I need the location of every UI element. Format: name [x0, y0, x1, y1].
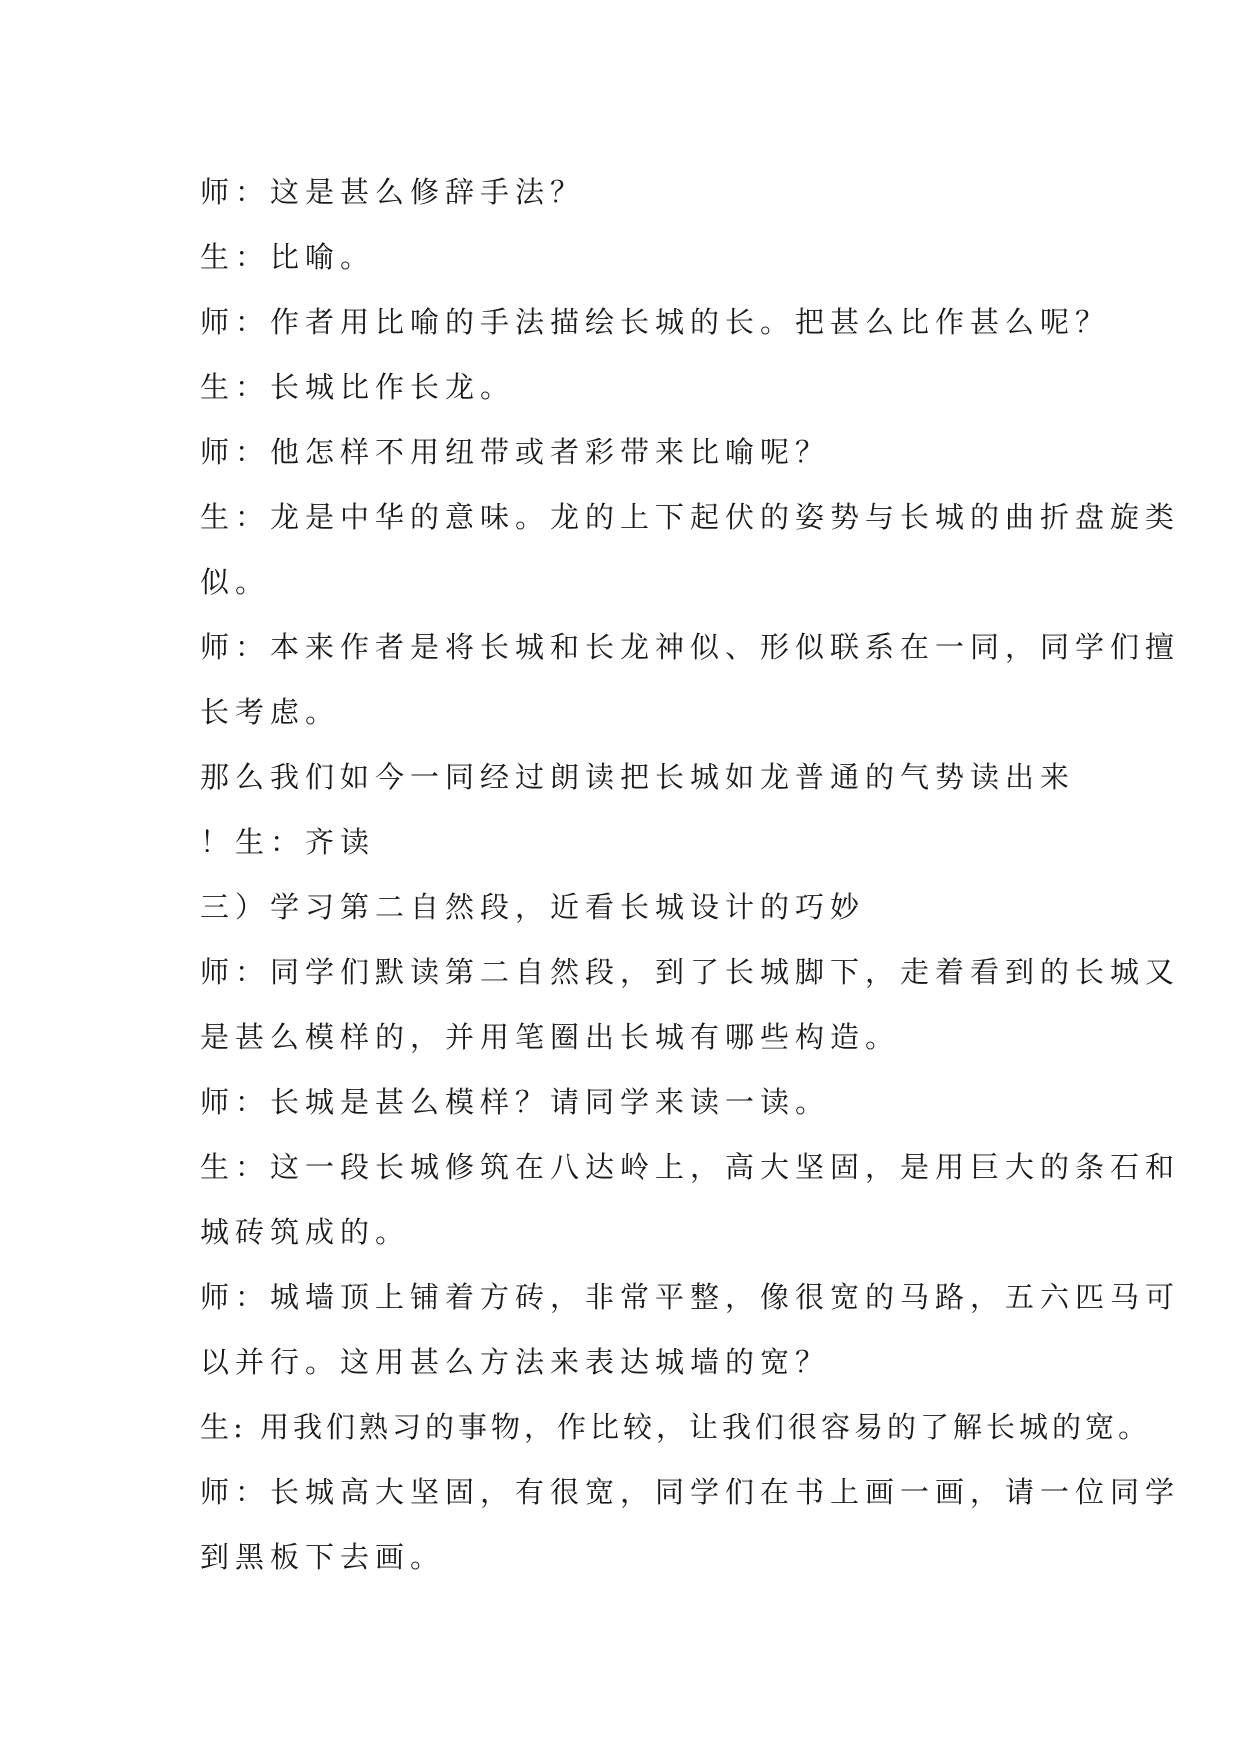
- text-line: 长考虑。: [200, 695, 341, 729]
- text-line: 师：长城高大坚固，有很宽，同学们在书上画一画，请一位同学: [200, 1475, 1181, 1509]
- text-line: 生: 用我们熟习的事物，作比较，让我们很容易的了解长城的宽。: [200, 1410, 1151, 1444]
- text-line: 到黑板下去画。: [200, 1540, 446, 1574]
- text-line: 师：他怎样不用纽带或者彩带来比喻呢？: [200, 435, 831, 469]
- text-line: 师：这是甚么修辞手法？: [200, 175, 586, 209]
- text-line: 生：这一段长城修筑在八达岭上，高大坚固，是用巨大的条石和: [200, 1150, 1181, 1184]
- text-line: 那么我们如今一同经过朗读把长城如龙普通的气势读出来: [200, 760, 1076, 794]
- text-line: ！生：齐读: [200, 825, 376, 859]
- text-line: 以并行。这用甚么方法来表达城墙的宽？: [200, 1345, 831, 1379]
- text-line: 是甚么模样的，并用笔圈出长城有哪些构造。: [200, 1020, 901, 1054]
- section-heading: 三）学习第二自然段，近看长城设计的巧妙: [200, 890, 866, 924]
- text-line: 城砖筑成的。: [200, 1215, 411, 1249]
- text-line: 师：同学们默读第二自然段，到了长城脚下，走着看到的长城又: [200, 955, 1181, 989]
- text-line: 生：长城比作长龙。: [200, 370, 516, 404]
- text-line: 生：比喻。: [200, 240, 376, 274]
- text-line: 似。: [200, 565, 271, 599]
- document-body: [200, 160, 1181, 1590]
- text-line: 师：城墙顶上铺着方砖，非常平整，像很宽的马路，五六匹马可: [200, 1280, 1181, 1314]
- text-line: 师：作者用比喻的手法描绘长城的长。把甚么比作甚么呢？: [200, 305, 1111, 339]
- text-line: 师：长城是甚么模样？请同学来读一读。: [200, 1085, 831, 1119]
- text-line: 生：龙是中华的意味。龙的上下起伏的姿势与长城的曲折盘旋类: [200, 500, 1181, 534]
- text-line: 师：本来作者是将长城和长龙神似、形似联系在一同，同学们擅: [200, 630, 1181, 664]
